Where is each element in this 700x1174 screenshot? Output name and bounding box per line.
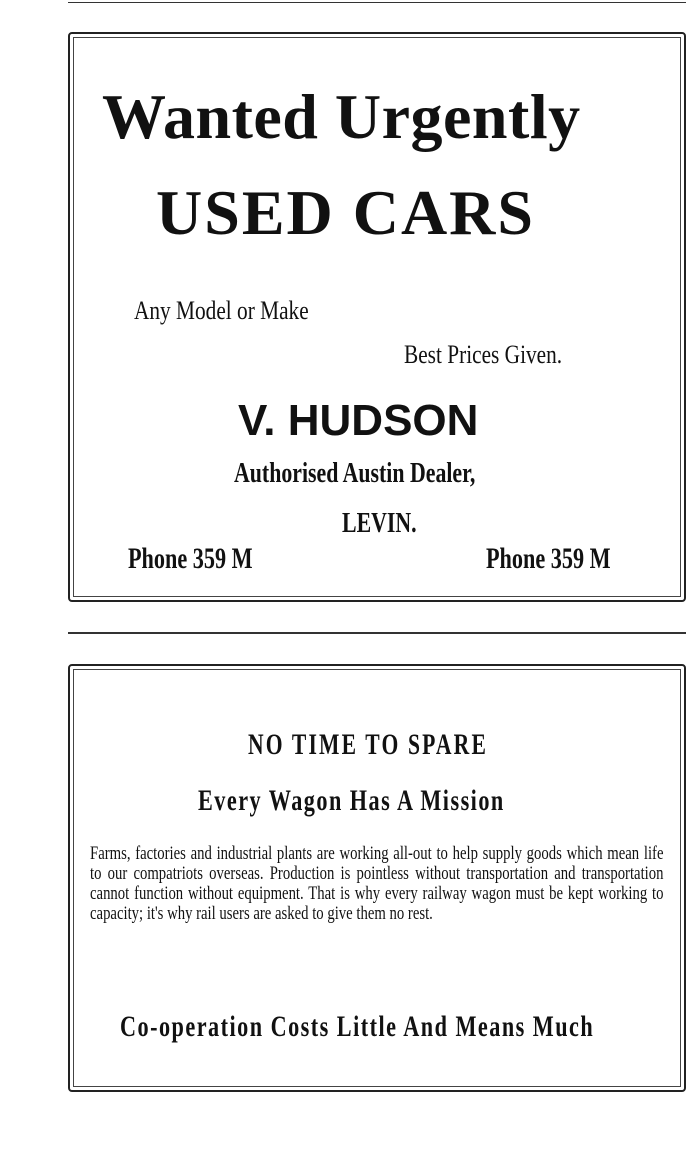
notice-footer: Co-operation Costs Little And Means Much (120, 1010, 595, 1043)
ad-subheading: USED CARS (156, 177, 535, 248)
dealer-name: V. HUDSON (238, 396, 479, 445)
phone-left: Phone 359 M (128, 542, 253, 575)
phone-right: Phone 359 M (486, 542, 611, 575)
top-rule (68, 2, 686, 3)
dealer-town: LEVIN. (342, 508, 417, 539)
best-prices-text: Best Prices Given. (404, 340, 563, 369)
railway-notice (68, 664, 686, 1092)
separator-rule (68, 632, 686, 634)
notice-heading: NO TIME TO SPARE (248, 728, 489, 761)
used-cars-advertisement (68, 32, 686, 602)
notice-subheading: Every Wagon Has A Mission (198, 784, 505, 817)
ad-headline: Wanted Urgently (102, 81, 581, 152)
notice-body: Farms, factories and industrial plants are working all-out to help supply goods which mean life to our compatriots overseas. Production is pointless without transportation and transportation cannot function without equipment. That is why every railway wagon must be kept working to capacity; it's why rail users are asked to give them no rest. (90, 843, 664, 924)
dealer-title: Authorised Austin Dealer, (234, 458, 476, 489)
any-model-text: Any Model or Make (134, 296, 309, 325)
